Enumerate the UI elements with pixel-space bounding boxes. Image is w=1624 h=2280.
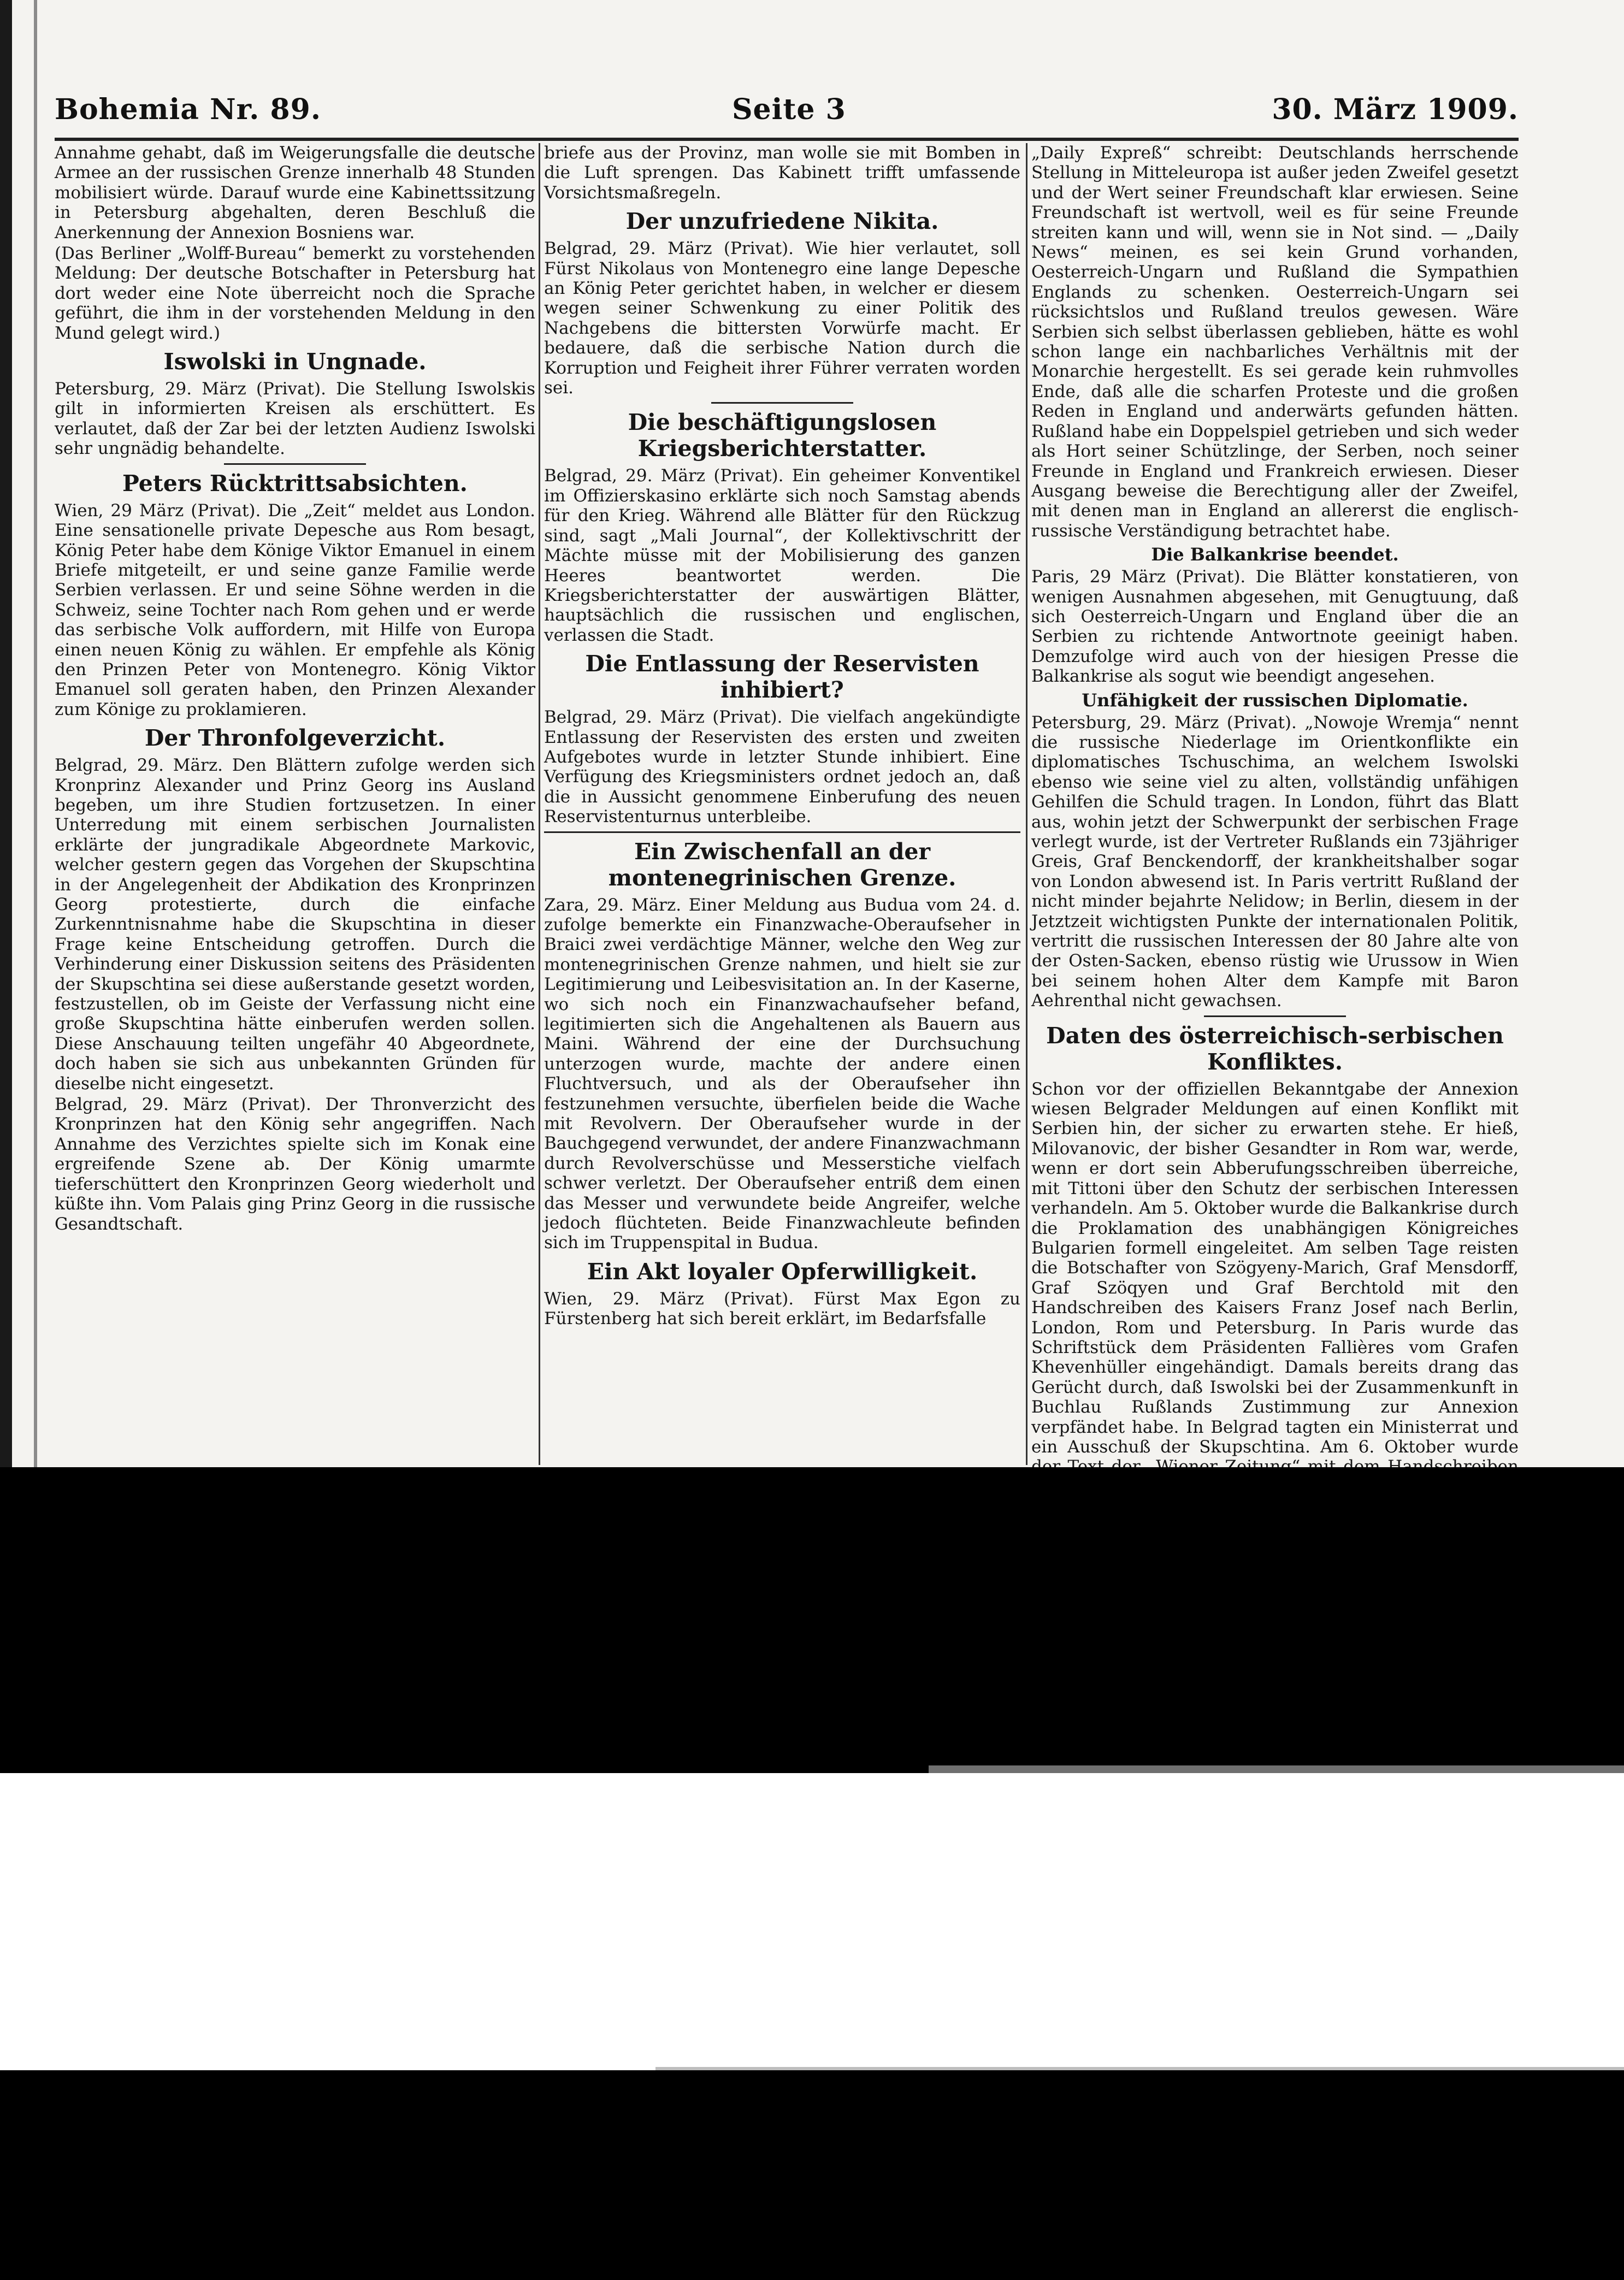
headline-peter: Peters Rücktrittsabsichten. — [122, 470, 468, 497]
article-thronfolge-2: Belgrad, 29. März (Privat). Der Thronverzicht des Kronprinzen hat den König sehr angegriffen. Nach Annahme des Verzichtes spielte sich im Konak eine ergreifende Szene ab. Der König umarmte tieferschüttert den Kronprinzen Georg wiederholt und küßte ihn. Vom Palais ging Prinz Georg in die russische Gesandtschaft. — [55, 1095, 535, 1234]
headline-diplomatie: Unfähigkeit der russischen Diplomatie. — [1082, 689, 1468, 711]
scan-gray-edge — [929, 1765, 1624, 1773]
scan-black-border — [0, 2070, 1624, 2280]
headline-zwischenfall: Ein Zwischenfall an der montenegrinischen Grenze. — [608, 838, 956, 891]
article-konflikt-daten: Schon vor der offiziellen Bekanntgabe der Annexion wiesen Belgrader Meldungen auf einen Konflikt mit Serbien hin, der sicher zu erwarten stehe. Er hieß, Milovanovic, der bisher Gesandter in Rom war, werde, wenn er dort sein Abberufungsschreiben überreiche, mit Tittoni über den Schutz der serbischen Interessen verhandeln. Am 5. Oktober wurde die Balkankrise durch die Proklamation des unabhängigen Königreiches Bulgarien formell eingeleitet. Am selben Tage reisten die Botschafter von Szögyeny-Marich, Graf Mensdorff, Graf Szöqyen und Graf Berchtold mit den Handschreiben des Kaisers Franz Josef nach Berlin, London, Rom und Petersburg. In Paris wurde das Schriftstück dem Präsidenten Fallières vom Grafen Khevenhüller eingehändigt. Damals bereits drang das Gerücht durch, daß Iswolski bei der Zusammenkunft in Buchlau Rußlands Zustimmung zur Annexion verpfändet habe. In Belgrad tagten ein Ministerrat und ein Ausschuß der Skupschtina. Am 6. Oktober wurde — [1031, 1079, 1519, 1457]
article-separator — [711, 402, 853, 404]
article-peter: Wien, 29 März (Privat). Die „Zeit“ meldet aus London. Eine sensationelle private Depesche aus Rom besagt, König Peter habe dem Könige Viktor Emanuel in einem Briefe mitgeteilt, er und seine ganze Familie werde Serbien verlassen. Er und seine Söhne werden in die Schweiz, seine Tochter nach Rom gehen und er werde das serbische Volk auffordern, mit Hilfe von Europa einen neuen König zu wählen. Er empfehle als König den Prinzen Peter von Montenegro. König Viktor Emanuel soll geraten haben, den Prinzen Alexander zum Könige zu proklamieren. — [55, 500, 535, 719]
page-number: Seite 3 — [732, 93, 846, 126]
article-iswolski: Petersburg, 29. März (Privat). Die Stellung Iswolskis gilt in informierten Kreisen als erschüttert. Es verlautet, daß der Zar bei der letzten Audienz Iswolski sehr ungnädig behandelte. — [55, 379, 535, 459]
headline-balkankrise: Die Balkankrise beendet. — [1151, 544, 1399, 565]
headline-konflikt-daten: Daten des österreichisch-serbischen Konfliktes. — [1046, 1022, 1504, 1075]
headline-opferwilligkeit: Ein Akt loyaler Opferwilligkeit. — [587, 1258, 978, 1285]
column-right — [1031, 143, 1519, 1465]
article-continuation: „Daily Expreß“ schreibt: Deutschlands herrschende Stellung in Mitteleuropa ist außer jeden Zweifel gesetzt und der Wert seiner Freundschaft klar erwiesen. Seine Freundschaft ist wertvoll, weil es für seine Freunde streiten kann und will, wenn sie in Not sind. — „Daily News“ meinen, es sei kein Grund vorhanden, Oesterreich-Ungarn und Rußland die Sympathien Englands zu schenken. Oesterreich-Ungarn sei rücksichtslos und Rußland treulos gewesen. Wäre Serbien sich selbst überlassen geblieben, hätte es wohl schon lange ein nachbarliches Verhältnis mit der Monarchie hergestellt. Es sei gerade kein ruhmvolles Ende, daß alle die scharfen Proteste und die großen Reden in England und anderwärts gefunden hätten. Rußland habe ein Doppelspiel getrieben und sich weder als Hort seiner Schützlinge, der Serben, noch seiner Freunde in England und Frankreich erwiesen. Dieser Ausgang beweise die Berechtigung aller der Zweifel, mit denen man in England an allererst die englisch-russische Verständigung betrachtet habe. — [1031, 143, 1519, 541]
page-header — [55, 93, 1519, 135]
issue-date: 30. März 1909. — [1272, 93, 1519, 126]
article-diplomatie: Petersburg, 29. März (Privat). „Nowoje Wremja“ nennt die russische Niederlage im Orientkonflikte ein diplomatisches Tschuschima, an welchem Iswolski ebenso wie seine viel zu alten, vollständig unfähigen Gehilfen die Schuld tragen. In London, führt das Blatt aus, wohin jetzt der Schwerpunkt der serbischen Frage verlegt wurde, ist der Vertreter Rußlands ein 73jähriger Greis, Graf Benckendorff, der krankheitshalber sogar von London abwesend ist. In Paris vertritt Rußland der nicht minder bejahrte Nelidow; in Berlin, diesem in der Jetztzeit wichtigsten Punkte der internationalen Politik, vertritt die russischen Interessen der 80 Jahre alte von der Osten-Sacken, ebenso rüstig wie Urussow in Wien bei seinem hohen Alter dem Kampfe mit Baron Aehrenthal nicht gewachsen. — [1031, 712, 1519, 1011]
article-separator — [1204, 1015, 1346, 1017]
headline-reservisten: Die Entlassung der Reservisten inhibiert? — [585, 651, 979, 704]
headline-kriegsberichterstatter: Die beschäftigungslosen Kriegsberichterstatter. — [628, 409, 937, 462]
article-continuation: briefe aus der Provinz, man wolle sie mit Bomben in die Luft sprengen. Das Kabinett trifft umfassende Vorsichtsmaßregeln. — [544, 143, 1020, 203]
newspaper-issue: Bohemia Nr. 89. — [55, 93, 321, 126]
scan-black-border — [0, 1467, 1624, 1773]
column-middle — [544, 143, 1020, 1465]
header-rule — [55, 138, 1519, 141]
page-fold-line — [34, 0, 37, 1467]
scan-blank-area — [0, 1773, 1624, 2070]
scan-left-edge — [0, 0, 12, 1467]
article-continuation: Annahme gehabt, daß im Weigerungsfalle die deutsche Armee an der russischen Grenze innerhalb 48 Stunden mobilisiert würde. Darauf wurde eine Kabinettssitzung in Petersburg abgehalten, deren Beschluß die Anerkennung der Annexion Bosniens war. — [55, 143, 535, 243]
article-separator — [544, 831, 1020, 833]
article-kriegsberichterstatter: Belgrad, 29. März (Privat). Ein geheimer Konventikel im Offizierskasino erklärte sich noch Samstag abends für den Krieg. Während alle Blätter für den Rückzug sind, sagt „Mali Journal“, der Kollektivschritt der Mächte müsse mit der Mobilisierung des ganzen Heeres beantwortet werden. Die Kriegsberichterstatter der auswärtigen Blätter, hauptsächlich die russischen und englischen, verlassen die Stadt. — [544, 466, 1020, 645]
article-zwischenfall: Zara, 29. März. Einer Meldung aus Budua vom 24. d. zufolge bemerkte ein Finanzwache-Oberaufseher in Braici zwei verdächtige Männer, welche den Weg zur montenegrinischen Grenze nahmen, und hielt sie zur Legitimierung und Leibesvisitation an. In der Kaserne, wo sich noch ein Finanzwachaufseher befand, legitimierten sich die Angehaltenen als Bauern aus Maini. Während der eine der Durchsuchung unterzogen wurde, machte der andere einen Fluchtversuch, und als der Oberaufseher ihn festzunehmen versuchte, überfielen beide die Wache mit Revolvern. Der Oberaufseher wurde in der Bauchgegend verwundet, der andere Finanzwachmann durch Revolverschüsse und Messerstiche vielfach schwer verletzt. Der Oberaufseher entriß dem einen das Messer und verwundete beide Angreifer, welche jedoch flüchteten. Beide Finanzwachleute befinden sich im Truppenspital in Budua. — [544, 895, 1020, 1253]
headline-thronfolge: Der Thronfolgeverzicht. — [144, 725, 446, 752]
headline-nikita: Der unzufriedene Nikita. — [625, 208, 939, 235]
column-left — [55, 143, 535, 1465]
article-nikita: Belgrad, 29. März (Privat). Wie hier verlautet, soll Fürst Nikolaus von Montenegro eine lange Depesche an König Peter gerichtet haben, in welcher er diesem wegen seiner Schwenkung zu einer Politik des Nachgebens die bittersten Vorwürfe macht. Er bedauere, daß die serbische Nation durch die Korruption und Feigheit ihrer Führer verraten worden sei. — [544, 239, 1020, 398]
article-note: (Das Berliner „Wolff-Bureau“ bemerkt zu vorstehenden Meldung: Der deutsche Botschafter in Petersburg hat dort weder eine Note überreicht noch die Sprache geführt, die ihm in der vorstehenden Meldung in den Mund gelegt wird.) — [55, 244, 535, 343]
article-reservisten: Belgrad, 29. März (Privat). Die vielfach angekündigte Entlassung der Reservisten des ersten und zweiten Aufgebotes wurde in letzter Stunde inhibiert. Eine Verfügung des Kriegsministers ordnet jedoch an, daß die in Aussicht genommene Einberufung des neuen Reservistenturnus unterbleibe. — [544, 707, 1020, 827]
column-divider — [1026, 143, 1027, 1465]
column-divider — [539, 143, 540, 1465]
article-thronfolge-1: Belgrad, 29. März. Den Blättern zufolge werden sich Kronprinz Alexander und Prinz Georg ins Ausland begeben, um ihre Studien fortzusetzen. In einer Unterredung mit einem serbischen Journalisten erklärte der jungradikale Abgeordnete Markovic, welcher gestern gegen das Vorgehen der Skupschtina in der Angelegenheit der Abdikation des Kronprinzen Georg protestierte, durch die einfache Zurkenntnisnahme habe die Skupschtina in dieser Frage keine Entscheidung getroffen. Durch die Verhinderung einer Diskussion seitens des Präsidenten der Skupschtina sei diese außerstande gesetzt worden, festzustellen, ob im Geiste der Verfassung nicht eine große Skupschtina hätte einberufen werden sollen. Diese Anschauung teilten ungefähr 40 Abgeordnete, doch haben sie sich aus unbekannten Gründen für dieselbe nicht eingesetzt. — [55, 755, 535, 1094]
article-separator — [224, 463, 366, 465]
article-balkankrise: Paris, 29 März (Privat). Die Blätter konstatieren, von wenigen Ausnahmen abgesehen, mit Genugtuung, daß sich Oesterreich-Ungarn und England über die an Serbien zu richtende Antwortnote geeinigt haben. Demzufolge wird auch von der hiesigen Presse die Balkankrise als sogut wie beendigt angesehen. — [1031, 567, 1519, 687]
article-opferwilligkeit: Wien, 29. März (Privat). Fürst Max Egon zu Fürstenberg hat sich bereit erklärt, im Bedarfsfalle — [544, 1289, 1020, 1329]
headline-iswolski: Iswolski in Ungnade. — [163, 349, 427, 375]
